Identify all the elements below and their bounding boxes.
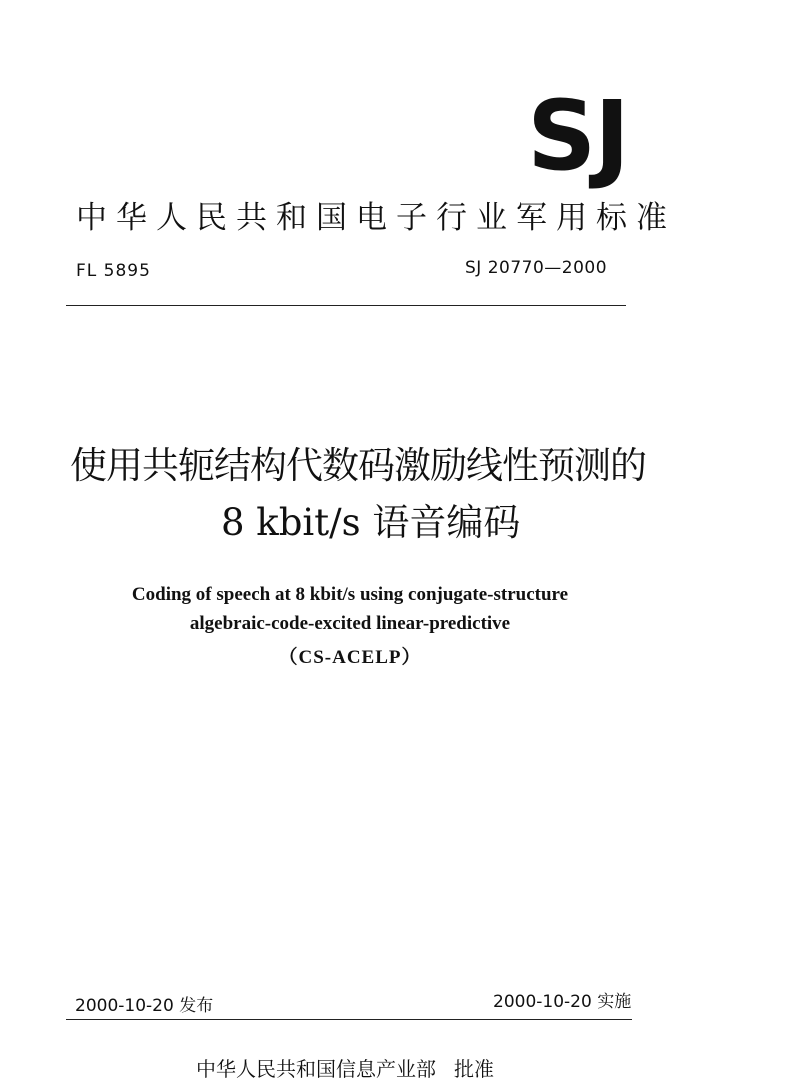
chinese-title-rate: 8 kbit/s bbox=[221, 501, 361, 544]
chinese-title-line-1: 使用共轭结构代数码激励线性预测的 bbox=[70, 444, 646, 487]
chinese-title-tail: 语音编码 bbox=[360, 501, 521, 544]
standard-category-title: 中华人民共和国电子行业军用标准 bbox=[76, 200, 676, 236]
classification-code: FL 5895 bbox=[76, 261, 151, 281]
approval-action: 批准 bbox=[454, 1057, 494, 1081]
english-title-line-2: algebraic-code-excited linear-predictive bbox=[189, 613, 511, 634]
approval-line bbox=[196, 1053, 494, 1082]
footer-divider bbox=[66, 1019, 632, 1020]
header-divider bbox=[66, 305, 626, 306]
standard-number: SJ 20770—2000 bbox=[465, 258, 608, 278]
english-title-line-1: Coding of speech at 8 kbit/s using conjugate-structure bbox=[131, 584, 569, 605]
issue-date: 2000-10-20 发布 bbox=[75, 996, 214, 1016]
english-title-abbreviation: （CS-ACELP） bbox=[278, 647, 422, 668]
approving-authority: 中华人民共和国信息产业部 bbox=[196, 1057, 436, 1081]
chinese-title-line-2 bbox=[221, 497, 520, 549]
effective-date: 2000-10-20 实施 bbox=[493, 992, 632, 1012]
sj-logo: SJ bbox=[527, 80, 628, 192]
